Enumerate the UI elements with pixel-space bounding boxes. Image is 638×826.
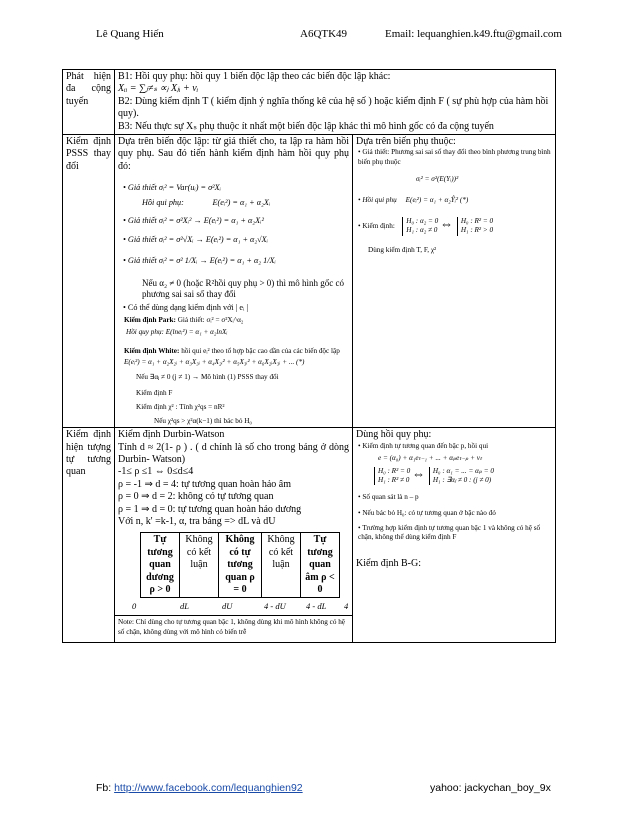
right-line-2: • Số quan sát là n – p [358, 493, 419, 502]
facebook-label: Fb: [96, 782, 112, 794]
row-label: Kiểm định hiện tượng tự tương quan [63, 428, 115, 643]
row-multicollinearity [63, 70, 556, 135]
dw-axis-du: dU [222, 601, 233, 612]
dw-title: Kiểm định Durbin-Watson [118, 429, 225, 441]
park-regression: Hồi quy phụ: E(lneᵢ²) = α₁ + α₂lnXᵢ [126, 327, 228, 336]
dw-cell-positive: Tự tương quan dương ρ > 0 [141, 533, 180, 598]
step-3: B3: Nếu thực sự Xₛ phụ thuộc ít nhất một biến độc lập khác thì mô hình gốc có đa cộng tuyến [118, 120, 494, 132]
auxiliary-regression-tests [353, 428, 556, 643]
chi-square-condition: Nếu χ²qs > χ²α(k−1) thì bác bỏ H₀ [154, 416, 252, 425]
sigma-formula: σᵢ² = σ²(E(Yᵢ))² [416, 174, 459, 183]
dw-line-5: ρ = 1 ⇒ d = 0: tự tương quan hoàn hảo dương [118, 503, 302, 515]
dw-cell-negative: Tự tương quan âm ρ < 0 [301, 533, 340, 598]
yahoo-id: yahoo: jackychan_boy_9x [430, 782, 551, 794]
dependent-variable-tests [353, 135, 556, 428]
author-name: Lê Quang Hiến [96, 28, 164, 40]
right-line-3: • Nếu bác bỏ H₀: có tự tương quan ở bậc nào đó [358, 508, 496, 517]
right-hypotheses: H₀ : R² = 0 H₁ : R² ≠ 0 ⇔ H₀ : α₁ = ... = αₚ = 0 H₁ : ∃αⱼ ≠ 0 : (j ≠ 0) [356, 467, 552, 485]
assumption-3: • Giả thiết σᵢ² = σ²√Xᵢ → E(eᵢ²) = α₁ + α₂√Xᵢ [123, 235, 268, 245]
white-test: Kiểm định White: hồi qui eᵢ² theo tổ hợp bậc cao dần của các biến độc lập [124, 346, 340, 355]
right-line-4: • Trường hợp kiểm định tự tương quan bậc 1 và không có hệ số chặn, không thể dùng kiểm định F [358, 523, 541, 541]
dw-axis-4-du: 4 - dU [264, 601, 286, 612]
right-line-1: • Kiểm định tự tương quan đến bậc p, hồi qui [358, 441, 489, 450]
white-equation: E(eᵢ²) = α₁ + α₂X₂ᵢ + α₃X₃ᵢ + α₄X₂ᵢ² + α₅X₃ᵢ² + α₆X₂ᵢX₃ᵢ + ... (*) [124, 358, 305, 367]
chi-square-test: Kiểm định χ² : Tính χ²qs = nR² [136, 402, 225, 411]
right-aux-regression: • Hồi qui phụ E(eᵢ²) = α₁ + α₂Ŷᵢ² (*) [358, 196, 469, 205]
durbin-watson-test [115, 428, 353, 643]
dw-axis-dl: dL [180, 601, 189, 612]
facebook-link[interactable]: http://www.facebook.com/lequanghien92 [114, 782, 303, 794]
step-1-formula: Xᵢᵢ = ∑ⱼ≠ₛ ∝ⱼ Xⱼᵢ + vᵢ [118, 83, 199, 95]
dw-axis-0: 0 [132, 601, 137, 612]
dw-cell-none: Không có tự tương quan ρ = 0 [219, 533, 262, 598]
row-label: Kiểm định PSSS thay đổi [63, 135, 115, 428]
dw-line-1: Tính d ≈ 2(1- ρ ) . ( d chính là số cho trong bảng ở dòng Durbin- Watson) [118, 441, 349, 465]
summary-table [62, 69, 556, 643]
dw-line-4: ρ = 0 ⇒ d = 2: không có tự tương quan [118, 491, 274, 503]
assumption-2: • Giả thiết σᵢ² = σ²Xᵢ² → E(eᵢ²) = α₁ + α₂Xᵢ² [123, 216, 264, 226]
row-autocorrelation [63, 428, 556, 643]
right-use: Dùng kiểm định T, F, χ² [368, 245, 437, 254]
park-test: Kiểm định Park: Giả thiết: σᵢ² = σ²Xᵢ^α₂ [124, 315, 244, 324]
step-2: B2: Dùng kiểm định T ( kiểm định ý nghĩa thống kê của hệ số ) hoặc kiểm định F ( sự phù hợp của hàm hồi quy). [118, 95, 549, 120]
f-test: Kiểm định F [136, 388, 173, 397]
dw-axis-4-dl: 4 - dL [306, 601, 327, 612]
row-label: Phát hiện đa cộng tuyến [63, 70, 115, 135]
independent-variable-tests [115, 135, 353, 428]
author-email: Email: lequanghien.k49.ftu@gmail.com [385, 28, 562, 40]
facebook-info [96, 782, 303, 794]
right-title: Dùng hồi quy phụ: [356, 429, 432, 441]
conclusion: Nếu α₂ ≠ 0 (hoặc R²hồi quy phụ > 0) thì mô hình gốc có phương sai sai số thay đổi [142, 278, 345, 299]
right-equation: e = (α₀) + α₁eₜ₋₁ + ... + αₚeₜ₋ₚ + vₜ [378, 453, 483, 462]
step-1: B1: Hồi quy phụ: hồi quy 1 biến độc lập theo các biến độc lập khác: [118, 71, 391, 82]
dw-cell-inconclusive-2: Không có kết luận [262, 533, 301, 598]
dw-cell-inconclusive-1: Không có kết luận [180, 533, 219, 598]
dw-decision-table [140, 532, 340, 598]
abs-note: • Có thể dùng dạng kiểm định với | eᵢ | [123, 303, 249, 313]
aux-regression-1: Hồi qui phụ: E(eᵢ²) = α₁ + α₂Xᵢ [142, 197, 271, 207]
row-heteroskedasticity [63, 135, 556, 428]
intro-text: Dựa trên biến độc lập: từ giả thiết cho, ta lập ra hàm hồi quy phụ. Sau đó tiến hành kiểm định hàm hồi quy phụ đó: [118, 136, 349, 172]
white-condition: Nếu ∃αⱼ ≠ 0 (j ≠ 1) → Mô hình (1) PSSS thay đổi [136, 373, 279, 382]
dw-axis [118, 600, 349, 614]
dw-axis-4: 4 [344, 601, 349, 612]
right-assumption: • Giả thiết: Phương sai sai số thay đổi theo bình phương trung bình biến phụ thuộc [358, 148, 551, 166]
right-hypotheses: • Kiểm định: H₀ : α₂ = 0 H₁ : α₂ ≠ 0 ⇔ H₀ : R² = 0 H₁ : R² > 0 [358, 216, 494, 235]
dw-line-2: -1≤ ρ ≤1 ⇔ 0≤d≤4 [118, 466, 194, 478]
assumption-4: • Giả thiết σᵢ² = σ² 1/Xᵢ → E(eᵢ²) = α₁ + α₂ 1/Xᵢ [123, 255, 276, 265]
dw-line-3: ρ = -1 ⇒ d = 4: tự tương quan hoàn hảo âm [118, 478, 291, 490]
dw-line-6: Với n, k' =k-1, α, tra bảng => dL và dU [118, 515, 276, 527]
class-code: A6QTK49 [300, 28, 348, 40]
dw-note: Note: Chỉ dùng cho tự tương quan bậc 1, không dùng khi mô hình không có hệ số chặn, không dùng với mô hình có biến trễ [115, 615, 352, 640]
row-content [115, 70, 556, 135]
right-title: Dựa trên biến phụ thuộc: [356, 136, 456, 148]
assumption-1: • Giả thiết σᵢ² = Var(uᵢ) = σ²Xᵢ [123, 183, 221, 193]
bg-test: Kiểm định B-G: [356, 558, 421, 570]
